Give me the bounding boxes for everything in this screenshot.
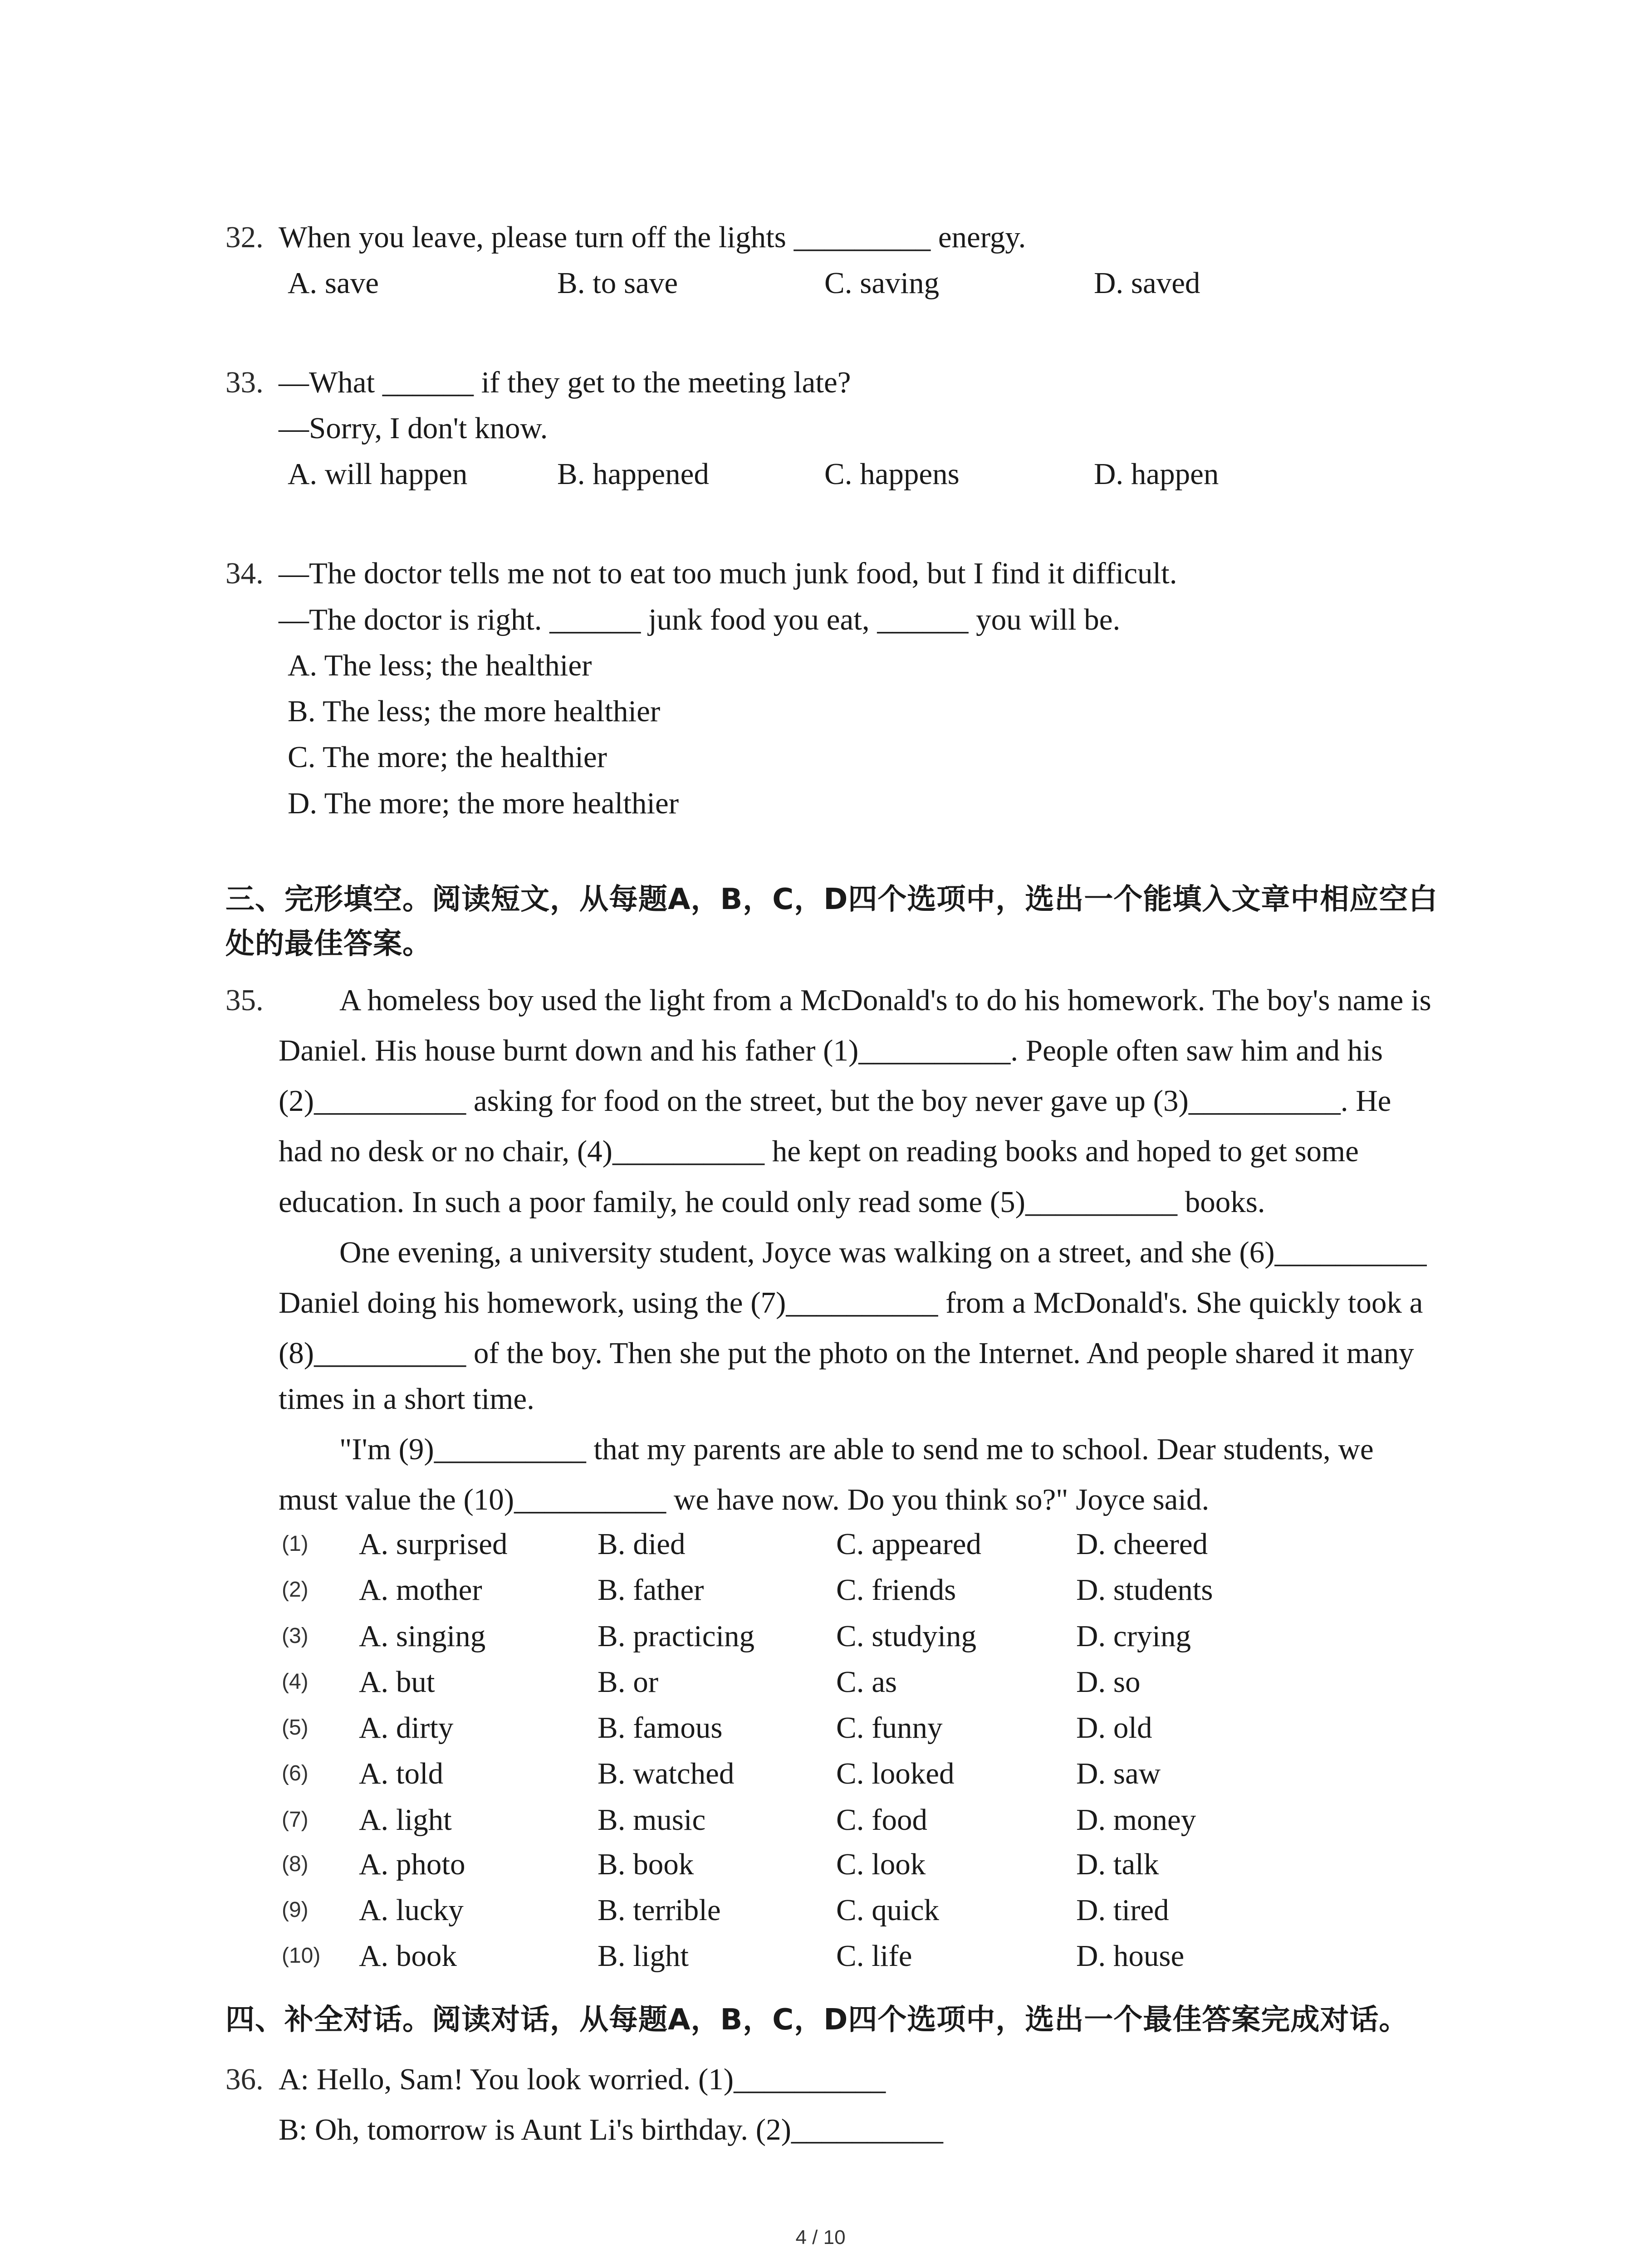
option-a: A. dirty <box>359 1711 454 1745</box>
question-number: 33. <box>225 366 264 399</box>
option-b: B. The less; the more healthier <box>288 694 661 728</box>
option-row-label: (4) <box>282 1670 309 1694</box>
option-b: B. terrible <box>598 1893 721 1927</box>
passage-line: One evening, a university student, Joyce was walking on a street, and she (6)__________ <box>339 1236 1427 1269</box>
option-row-label: (8) <box>282 1852 309 1876</box>
dialogue-line: A: Hello, Sam! You look worried. (1)__________ <box>279 2063 886 2096</box>
option-a: A. photo <box>359 1848 465 1881</box>
option-c: C. life <box>836 1939 912 1973</box>
option-a: A. lucky <box>359 1893 464 1927</box>
option-row-label: (7) <box>282 1808 309 1832</box>
option-d: D. saved <box>1094 266 1200 300</box>
option-row-label: (1) <box>282 1532 309 1556</box>
option-c: C. appeared <box>836 1527 981 1561</box>
option-b: B. light <box>598 1939 689 1973</box>
section-heading: 处的最佳答案。 <box>225 927 432 961</box>
question-stem: —The doctor is right. ______ junk food you eat, ______ you will be. <box>279 603 1121 636</box>
option-c: C. look <box>836 1848 926 1881</box>
passage-line: times in a short time. <box>279 1382 534 1416</box>
option-d: D. tired <box>1076 1893 1169 1927</box>
option-d: D. old <box>1076 1711 1152 1745</box>
question-number: 36. <box>225 2063 264 2096</box>
option-row-label: (10) <box>282 1944 321 1968</box>
passage-line: must value the (10)__________ we have now. Do you think so?" Joyce said. <box>279 1483 1210 1516</box>
option-row-label: (5) <box>282 1716 309 1740</box>
option-b: B. book <box>598 1848 694 1881</box>
option-b: B. died <box>598 1527 686 1561</box>
option-b: B. practicing <box>598 1619 755 1653</box>
option-row-label: (9) <box>282 1898 309 1922</box>
option-b: B. music <box>598 1803 706 1837</box>
passage-line: "I'm (9)__________ that my parents are able to send me to school. Dear students, we <box>339 1432 1374 1466</box>
option-c: C. friends <box>836 1573 956 1607</box>
option-d: D. crying <box>1076 1619 1191 1653</box>
option-d: D. money <box>1076 1803 1196 1837</box>
page-number: 4 / 10 <box>795 2226 846 2248</box>
option-b: B. father <box>598 1573 704 1607</box>
option-a: A. but <box>359 1665 435 1699</box>
passage-line: had no desk or no chair, (4)__________ he kept on reading books and hoped to get some <box>279 1134 1359 1168</box>
option-c: C. food <box>836 1803 927 1837</box>
passage-line: education. In such a poor family, he could only read some (5)__________ books. <box>279 1185 1265 1219</box>
option-a: A. will happen <box>288 457 468 491</box>
passage-line: Daniel doing his homework, using the (7)__________ from a McDonald's. She quickly took a <box>279 1286 1423 1320</box>
option-row-label: (3) <box>282 1624 309 1648</box>
option-a: A. singing <box>359 1619 486 1653</box>
passage-line: (8)__________ of the boy. Then she put the photo on the Internet. And people shared it many <box>279 1336 1414 1370</box>
option-d: D. house <box>1076 1939 1185 1973</box>
question-number: 34. <box>225 557 264 590</box>
option-c: C. funny <box>836 1711 943 1745</box>
option-c: C. studying <box>836 1619 976 1653</box>
question-number: 32. <box>225 220 264 254</box>
option-c: C. looked <box>836 1757 955 1790</box>
option-c: C. quick <box>836 1893 940 1927</box>
option-b: B. or <box>598 1665 658 1699</box>
passage-line: Daniel. His house burnt down and his father (1)__________. People often saw him and his <box>279 1034 1383 1067</box>
option-d: D. students <box>1076 1573 1213 1607</box>
question-stem: —The doctor tells me not to eat too much junk food, but I find it difficult. <box>279 557 1177 590</box>
option-a: A. book <box>359 1939 457 1973</box>
option-row-label: (2) <box>282 1578 309 1602</box>
option-d: D. so <box>1076 1665 1141 1699</box>
option-a: A. save <box>288 266 379 300</box>
option-d: D. cheered <box>1076 1527 1208 1561</box>
option-c: C. as <box>836 1665 897 1699</box>
question-stem: —What ______ if they get to the meeting late? <box>279 366 851 399</box>
passage-line: A homeless boy used the light from a McDonald's to do his homework. The boy's name is <box>339 983 1431 1017</box>
section-heading: 三、完形填空。阅读短文，从每题A，B，C，D四个选项中，选出一个能填入文章中相应空白 <box>225 883 1438 916</box>
option-b: B. famous <box>598 1711 723 1745</box>
section-heading: 四、补全对话。阅读对话，从每题A，B，C，D四个选项中，选出一个最佳答案完成对话。 <box>225 2003 1409 2037</box>
option-d: D. The more; the more healthier <box>288 787 679 820</box>
question-stem: —Sorry, I don't know. <box>279 411 548 445</box>
option-row-label: (6) <box>282 1761 309 1785</box>
option-d: D. talk <box>1076 1848 1159 1881</box>
option-a: A. The less; the healthier <box>288 649 592 682</box>
option-b: B. happened <box>557 457 709 491</box>
question-stem: When you leave, please turn off the lights _________ energy. <box>279 220 1026 254</box>
option-a: A. light <box>359 1803 452 1837</box>
option-b: B. to save <box>557 266 678 300</box>
option-a: A. mother <box>359 1573 482 1607</box>
option-c: C. The more; the healthier <box>288 740 607 774</box>
option-b: B. watched <box>598 1757 735 1790</box>
option-c: C. saving <box>824 266 940 300</box>
option-a: A. surprised <box>359 1527 508 1561</box>
question-number: 35. <box>225 983 264 1017</box>
option-d: D. happen <box>1094 457 1219 491</box>
dialogue-line: B: Oh, tomorrow is Aunt Li's birthday. (2)__________ <box>279 2113 943 2146</box>
option-c: C. happens <box>824 457 960 491</box>
passage-line: (2)__________ asking for food on the street, but the boy never gave up (3)__________. He <box>279 1084 1391 1118</box>
option-a: A. told <box>359 1757 444 1790</box>
option-d: D. saw <box>1076 1757 1161 1790</box>
